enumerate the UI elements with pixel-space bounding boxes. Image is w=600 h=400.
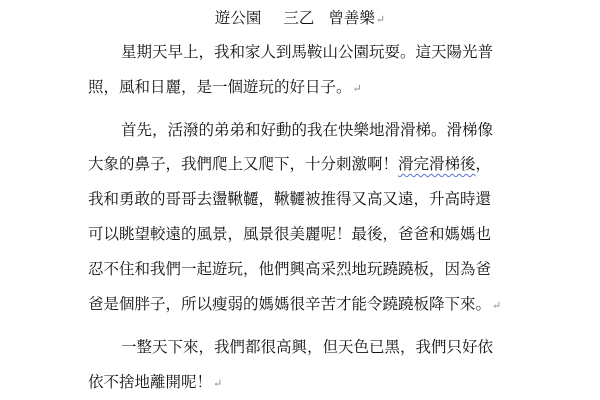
text-line-8-content: 爸是個胖子，所以瘦弱的媽媽很辛苦才能令蹺蹺板降下來。 [88,295,492,313]
text-line-4a: 大象的鼻子，我們爬上又爬下，十分刺激啊！ [88,155,399,173]
text-line-10-content: 依不捨地離開呢！ [88,373,213,391]
text-line-4 [88,152,491,176]
text-line-6: 可以眺望較遠的風景，風景很美麗呢！最後，爸爸和媽媽也 [88,225,492,243]
spellcheck-underlined-text[interactable]: 滑完滑梯後 [398,155,476,173]
text-line-2-content: 照，風和日麗，是一個遊玩的好日子。 [88,78,352,96]
text-line-8 [88,292,501,316]
paragraph-mark: ↵ [213,377,223,390]
text-line-9: 一整天下來，我們都很高興，但天色已黑，我們只好依 [121,338,494,356]
paragraph-mark: ↵ [352,82,362,95]
title-author: 曾善樂 [328,9,375,27]
document-title [0,6,600,32]
text-line-3: 首先，活潑的弟弟和好動的我在快樂地滑滑梯。滑梯像 [121,121,494,139]
text-line-7: 忍不住和我們一起遊玩，他們興高采烈地玩蹺蹺板，因為爸 [88,260,492,278]
title-text: 遊公園 [214,9,262,27]
text-line-1: 星期天早上，我和家人到馬鞍山公園玩耍。這天陽光普 [121,43,494,61]
title-class: 三乙 [283,9,315,27]
paragraph-mark: ↵ [492,299,502,312]
text-line-10 [88,370,222,394]
text-line-4c: ， [475,155,492,173]
paragraph-mark: ↵ [375,13,386,26]
text-line-5: 我和勇敢的哥哥去盪鞦韆，鞦韆被推得又高又遠，升高時還 [88,190,492,208]
text-line-2 [88,75,362,99]
